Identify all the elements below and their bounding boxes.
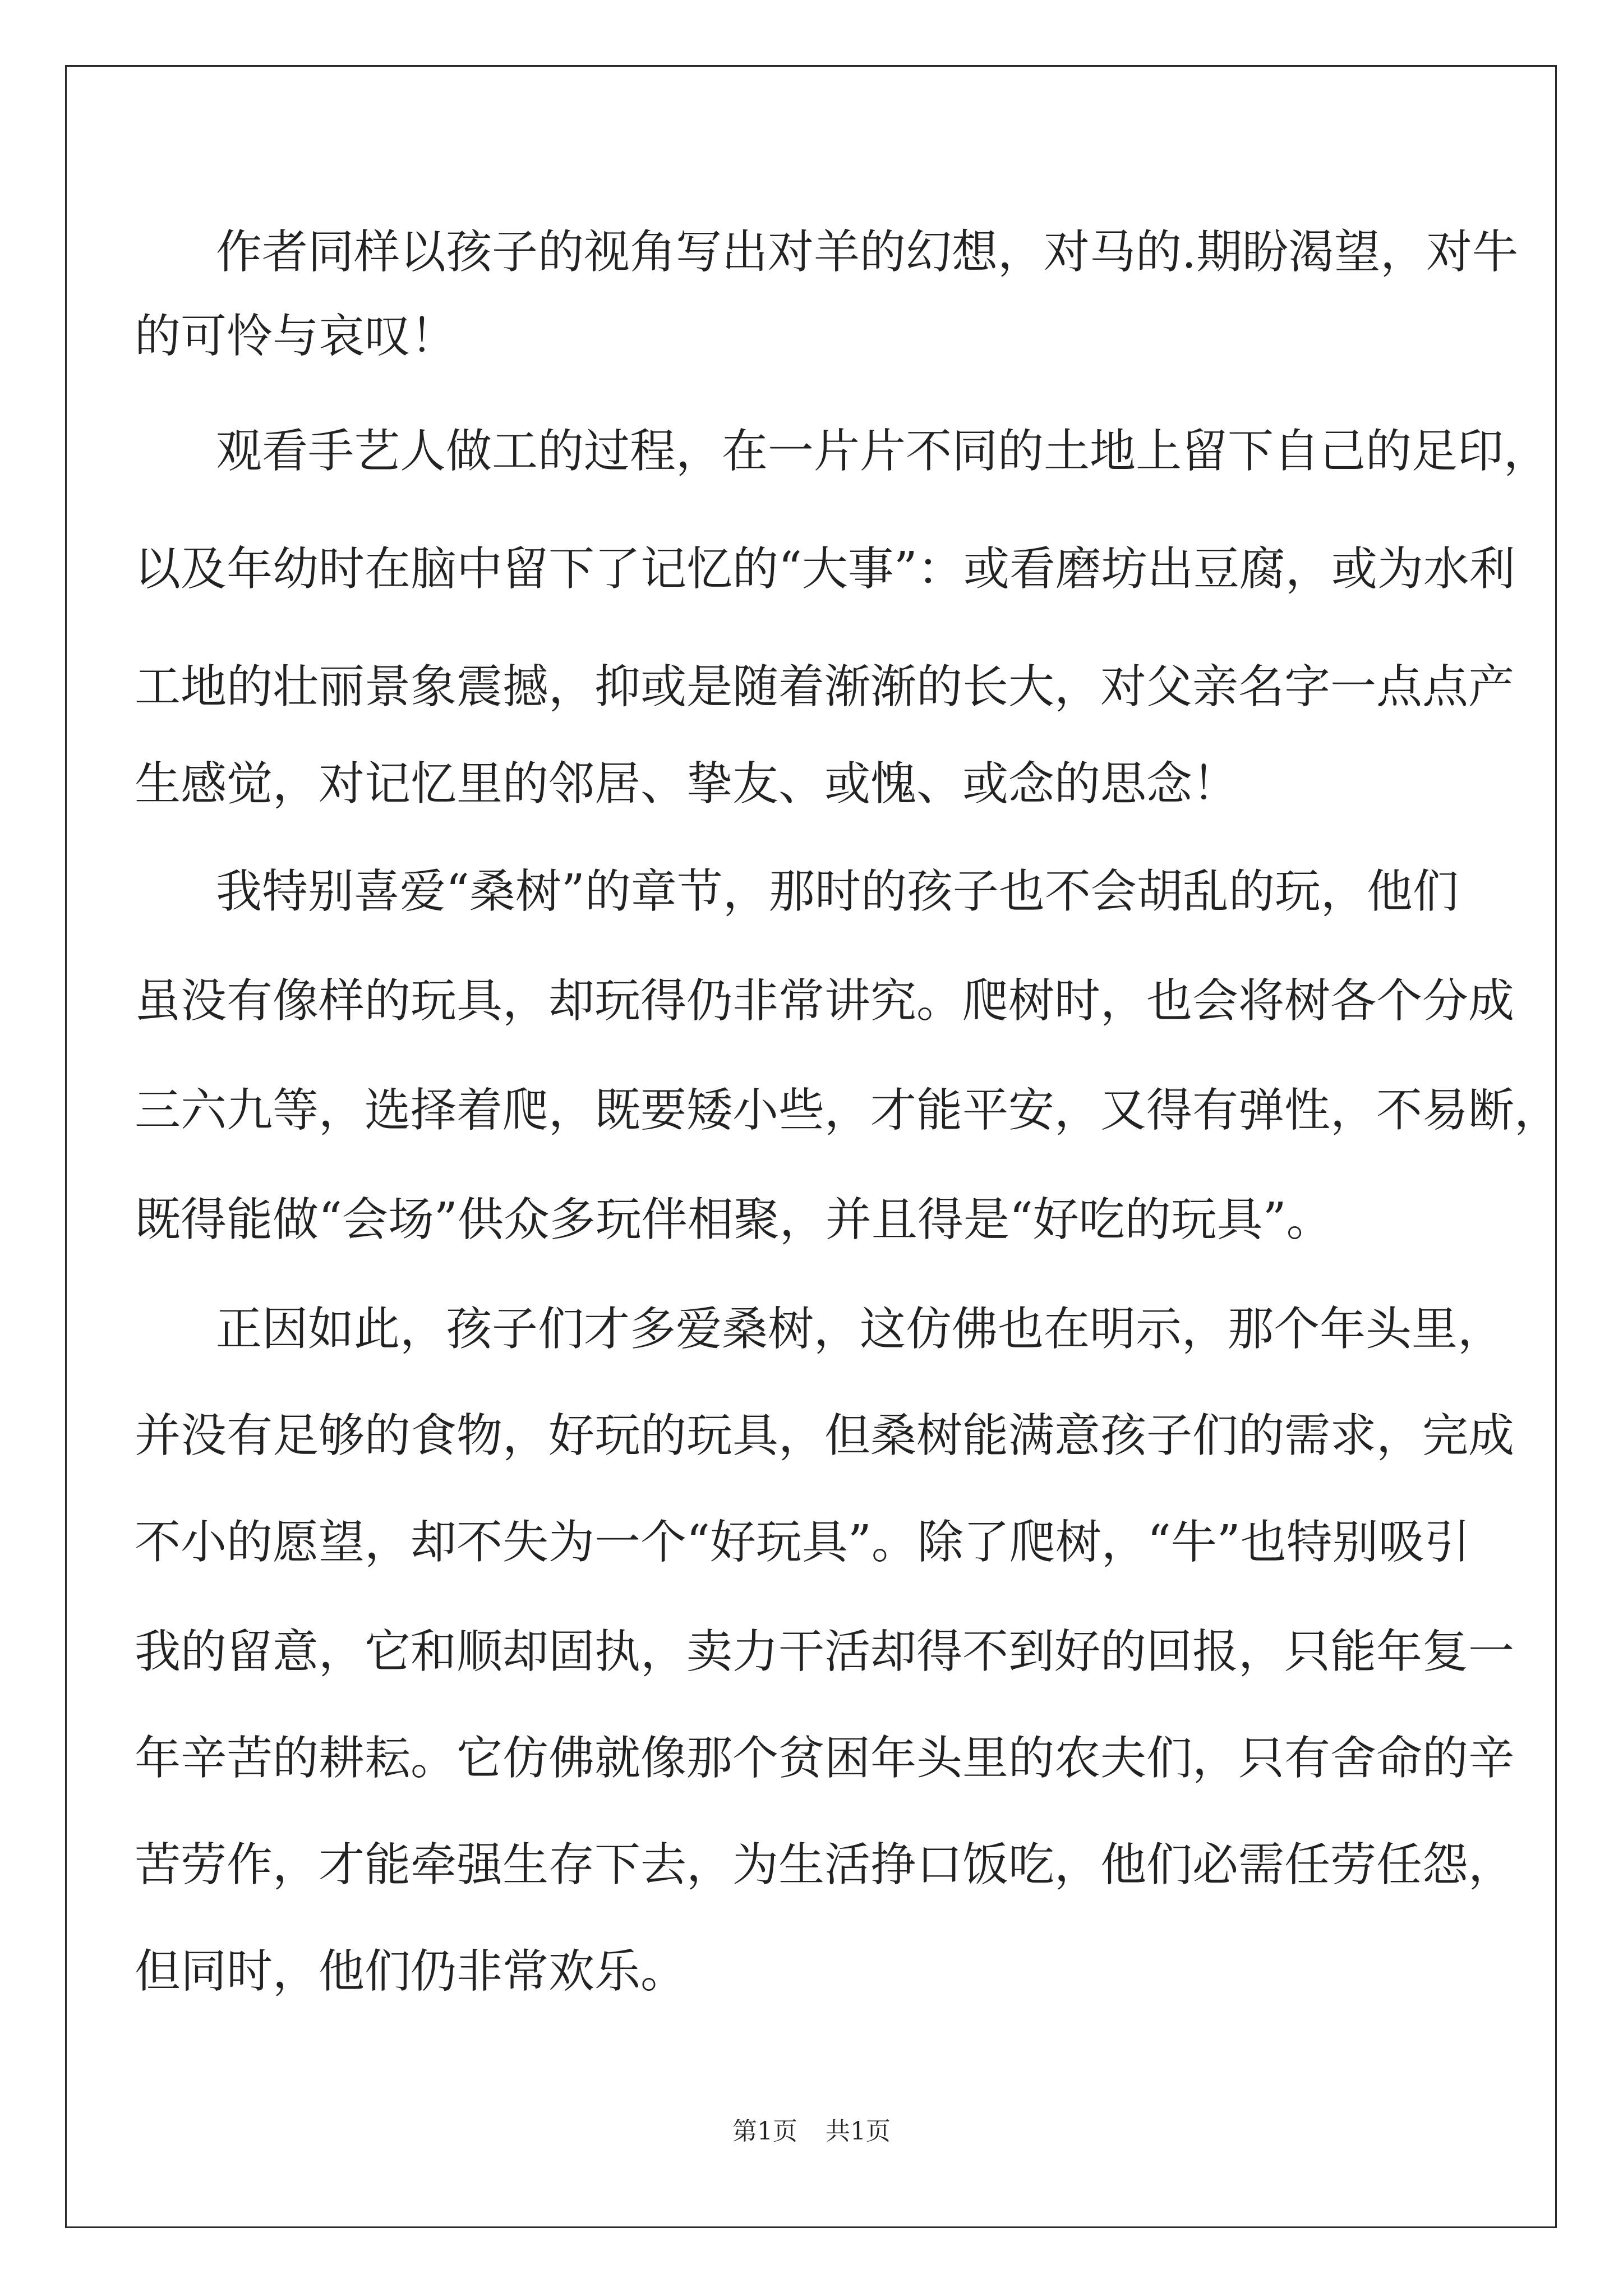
text-line: 我的留意，它和顺却固执，卖力干活却得不到好的回报，只能年复一 (135, 1625, 1515, 1678)
text-line: 三六九等，选择着爬，既要矮小些，才能平安，又得有弹性，不易断， (135, 1084, 1561, 1137)
text-line: 不小的愿望，却不失为一个“好玩具”。除了爬树，“牛”也特别吸引 (135, 1516, 1470, 1569)
text-line: 但同时，他们仍非常欢乐。 (135, 1945, 687, 1998)
text-line: 生感觉，对记忆里的邻居、挚友、或愧、或念的思念！ (135, 757, 1239, 811)
text-line: 并没有足够的食物，好玩的玩具，但桑树能满意孩子们的需求，完成 (135, 1409, 1515, 1462)
text-line: 苦劳作，才能牵强生存下去，为生活挣口饭吃，他们必需任劳任怨， (135, 1838, 1515, 1892)
text-line: 工地的壮丽景象震撼，抑或是随着渐渐的长大，对父亲名字一点点产 (135, 660, 1515, 714)
text-line: 虽没有像样的玩具，却玩得仍非常讲究。爬树时，也会将树各个分成 (135, 974, 1515, 1028)
text-line: 正因如此，孩子们才多爱桑树，这仿佛也在明示，那个年头里， (216, 1303, 1504, 1356)
text-line: 观看手艺人做工的过程，在一片片不同的土地上留下自己的足印， (216, 425, 1550, 478)
page-number-current: 第1页 (732, 2117, 797, 2146)
page-footer (0, 2115, 1623, 2148)
page-border (65, 65, 1557, 2228)
text-line: 的可怜与哀叹！ (135, 310, 457, 363)
page-number-total: 共1页 (826, 2117, 891, 2146)
text-line: 既得能做“会场”供众多玩伴相聚，并且得是“好吃的玩具”。 (135, 1193, 1332, 1246)
text-line: 我特别喜爱“桑树”的章节，那时的孩子也不会胡乱的玩，他们 (216, 865, 1459, 918)
text-line: 以及年幼时在脑中留下了记忆的“大事”：或看磨坊出豆腐，或为水利 (135, 542, 1515, 596)
text-line: 年辛苦的耕耘。它仿佛就像那个贫困年头里的农夫们，只有舍命的辛 (135, 1732, 1515, 1785)
text-line: 作者同样以孩子的视角写出对羊的幻想，对马的.期盼渴望，对牛 (216, 226, 1519, 279)
